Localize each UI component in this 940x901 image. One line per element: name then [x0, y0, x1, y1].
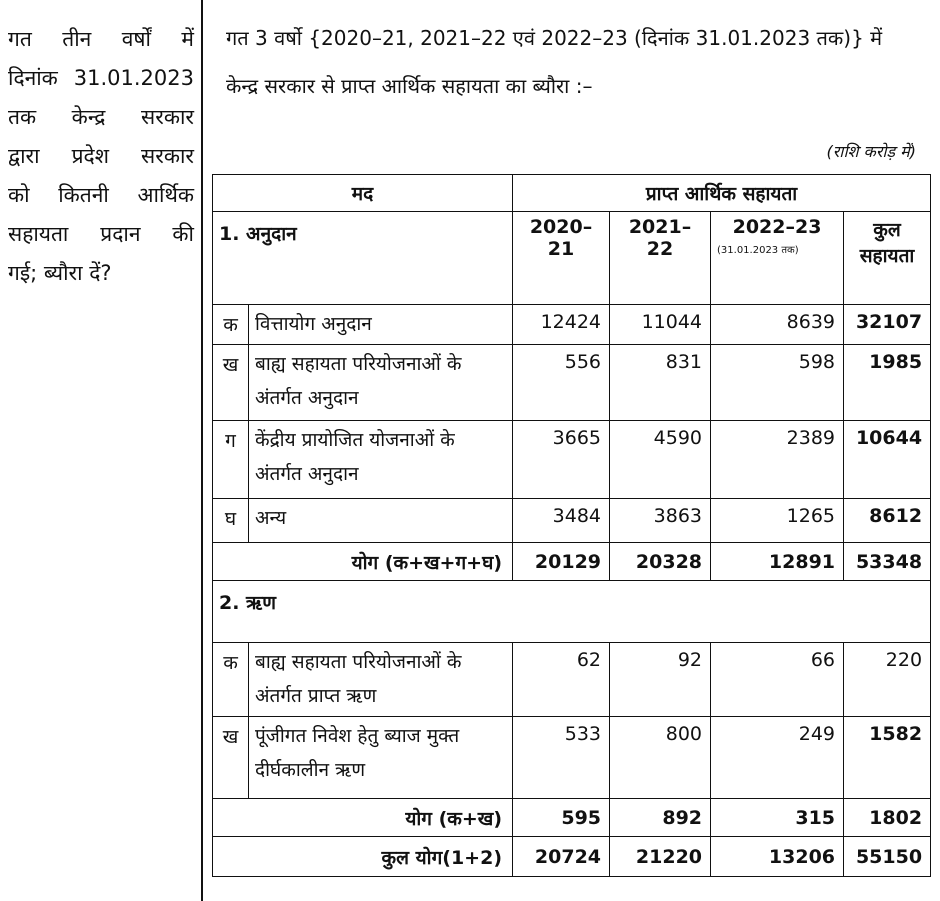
- table-row: [213, 305, 931, 345]
- column-divider: [201, 0, 203, 901]
- sum-value: 20129: [513, 543, 610, 581]
- cell-value: 800: [610, 717, 711, 799]
- grand-total-sum: 55150: [844, 837, 931, 877]
- cell-value: 1265: [711, 499, 844, 543]
- cell-value: 62: [513, 643, 610, 717]
- table-row: [213, 717, 931, 799]
- section2-title-row: [213, 581, 931, 643]
- table-row: [213, 421, 931, 499]
- cell-value: 556: [513, 345, 610, 421]
- table-subheader-row: [213, 212, 931, 305]
- section1-sum-row: [213, 543, 931, 581]
- row-item: बाह्य सहायता परियोजनाओं के अंतर्गत प्राप्त ऋण: [249, 643, 513, 717]
- assistance-table: [212, 174, 931, 877]
- header-year-3: [711, 212, 844, 305]
- header-received: प्राप्त आर्थिक सहायता: [513, 175, 931, 212]
- cell-value: 598: [711, 345, 844, 421]
- row-item: वित्तायोग अनुदान: [249, 305, 513, 345]
- grand-total-value: 21220: [610, 837, 711, 877]
- sum-total: 1802: [844, 799, 931, 837]
- row-letter: ख: [213, 717, 249, 799]
- row-item: पूंजीगत निवेश हेतु ब्याज मुक्त दीर्घकालीन ऋण: [249, 717, 513, 799]
- question-line: गई; ब्यौरा दें?: [8, 261, 112, 285]
- row-letter: क: [213, 305, 249, 345]
- section2-sum-row: [213, 799, 931, 837]
- question-line: को कितनी आर्थिक: [8, 183, 194, 207]
- cell-value: 249: [711, 717, 844, 799]
- section2-title: 2. ऋण: [213, 581, 931, 643]
- answer-intro-line-1: गत 3 वर्षो {2020–21, 2021–22 एवं 2022–23 (दिनांक 31.01.2023 तक)} में: [226, 26, 883, 50]
- cell-value: 8639: [711, 305, 844, 345]
- row-item: केंद्रीय प्रायोजित योजनाओं के अंतर्गत अनुदान: [249, 421, 513, 499]
- row-letter: घ: [213, 499, 249, 543]
- cell-value: 2389: [711, 421, 844, 499]
- sum-value: 892: [610, 799, 711, 837]
- table-row: [213, 499, 931, 543]
- cell-total: 32107: [844, 305, 931, 345]
- cell-total: 1985: [844, 345, 931, 421]
- sum-label: योग (क+ख+ग+घ): [213, 543, 513, 581]
- sum-total: 53348: [844, 543, 931, 581]
- grand-total-value: 13206: [711, 837, 844, 877]
- sum-value: 595: [513, 799, 610, 837]
- table-header-row: [213, 175, 931, 212]
- cell-total: 10644: [844, 421, 931, 499]
- sum-value: 315: [711, 799, 844, 837]
- cell-value: 3665: [513, 421, 610, 499]
- header-total: कुल सहायता: [844, 212, 931, 305]
- sum-value: 20328: [610, 543, 711, 581]
- question-line: दिनांक 31.01.2023: [8, 66, 194, 90]
- grand-total-value: 20724: [513, 837, 610, 877]
- table-row: [213, 345, 931, 421]
- cell-total: 220: [844, 643, 931, 717]
- grand-total-label: कुल योग(1+2): [213, 837, 513, 877]
- cell-value: 92: [610, 643, 711, 717]
- cell-value: 533: [513, 717, 610, 799]
- header-year-3-note: (31.01.2023 तक): [717, 245, 799, 256]
- question-line: तक केन्द्र सरकार: [8, 105, 194, 129]
- sum-label: योग (क+ख): [213, 799, 513, 837]
- row-item: अन्य: [249, 499, 513, 543]
- row-letter: ख: [213, 345, 249, 421]
- cell-total: 1582: [844, 717, 931, 799]
- cell-value: 66: [711, 643, 844, 717]
- header-year-3-label: 2022–23: [732, 216, 822, 238]
- question-line: सहायता प्रदान की: [8, 222, 194, 246]
- question-line: गत तीन वर्षों में: [8, 27, 194, 51]
- cell-value: 831: [610, 345, 711, 421]
- cell-value: 12424: [513, 305, 610, 345]
- row-item: बाह्य सहायता परियोजनाओं के अंतर्गत अनुदान: [249, 345, 513, 421]
- sum-value: 12891: [711, 543, 844, 581]
- cell-total: 8612: [844, 499, 931, 543]
- cell-value: 3863: [610, 499, 711, 543]
- header-year-2: 2021–22: [610, 212, 711, 305]
- question-text: [8, 20, 194, 293]
- row-letter: क: [213, 643, 249, 717]
- row-letter: ग: [213, 421, 249, 499]
- cell-value: 3484: [513, 499, 610, 543]
- table-row: [213, 643, 931, 717]
- section1-title: 1. अनुदान: [213, 212, 513, 305]
- unit-note: (राशि करोड़ में): [826, 142, 916, 161]
- grand-total-row: [213, 837, 931, 877]
- cell-value: 4590: [610, 421, 711, 499]
- cell-value: 11044: [610, 305, 711, 345]
- header-year-1: 2020–21: [513, 212, 610, 305]
- header-mad: मद: [213, 175, 513, 212]
- answer-intro-line-2: केन्द्र सरकार से प्राप्त आर्थिक सहायता का ब्यौरा :–: [226, 74, 593, 98]
- question-line: द्वारा प्रदेश सरकार: [8, 144, 194, 168]
